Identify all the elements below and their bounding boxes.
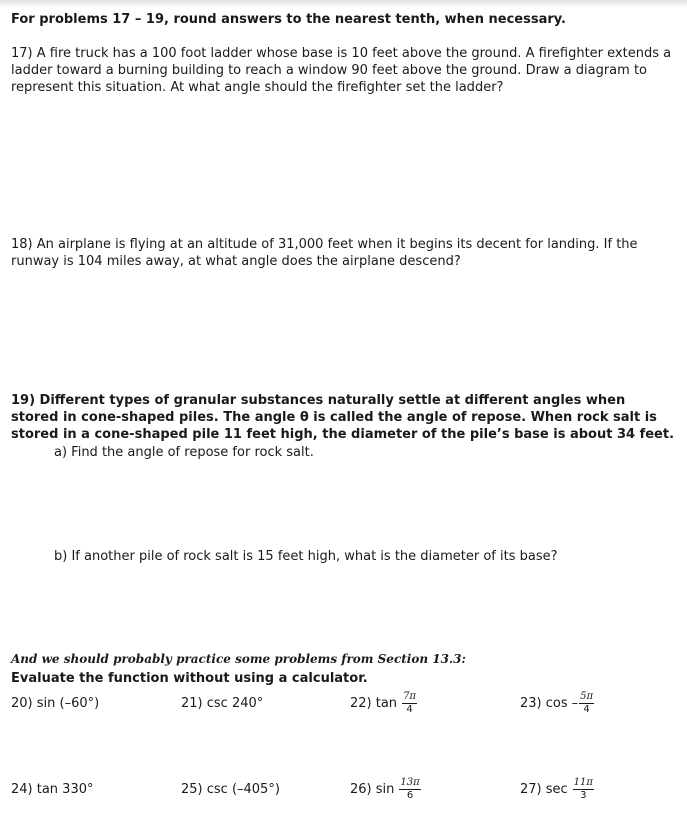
fraction-numerator: 5π [580,690,594,702]
problem-25-text: 25) csc (–405°) [181,781,280,797]
problem-26 [350,769,421,809]
problem-23-fraction [579,691,594,716]
problem-27 [520,769,594,809]
instructions-header: For problems 17 – 19, round answers to the nearest tenth, when necessary. [11,12,566,27]
problem-20 [11,683,99,723]
problem-18: 18) An airplane is flying at an altitude of 31,000 feet when it begins its decent for landing. If the runway is 104 miles away, at what angle does the airplane descend? [11,237,638,269]
fraction-denominator: 4 [583,703,590,715]
problem-24-text: 24) tan 330° [11,781,94,797]
problem-25 [181,769,280,809]
top-shadow [0,0,687,8]
fraction-denominator: 3 [580,789,587,801]
problem-26-label: 26) sin [350,781,395,797]
problem-20-text: 20) sin (–60°) [11,695,100,711]
problem-22-label: 22) tan [350,695,398,711]
problem-22 [350,683,417,723]
problem-24 [11,769,94,809]
problem-row-1 [11,683,675,723]
problem-22-fraction [402,691,417,716]
evaluate-instruction: Evaluate the function without using a calculator. [11,671,368,686]
problem-19a: a) Find the angle of repose for rock salt. [54,445,314,460]
problem-27-fraction [573,777,594,802]
fraction-denominator: 4 [406,703,413,715]
problem-23 [520,683,594,723]
problem-19: 19) Different types of granular substances naturally settle at different angles when stored in cone-shaped piles. The angle θ is called the angle of repose. When rock salt is stored in a cone-shaped pile 11 feet high, the diameter of the pile’s base is about 34 feet. [11,393,675,442]
problem-17: 17) A fire truck has a 100 foot ladder whose base is 10 feet above the ground. A firefighter extends a ladder toward a burning building to reach a window 90 feet above the ground. Draw a diagram to represent this situation. At what angle should the firefighter set the ladder? [11,46,672,95]
fraction-numerator: 7π [403,690,416,702]
problem-23-label: 23) cos [520,695,568,711]
negative-sign: – [571,695,579,711]
fraction-denominator: 6 [406,789,414,801]
fraction-numerator: 13π [400,776,420,788]
problem-21 [181,683,263,723]
problem-row-2 [11,769,675,809]
problem-19b: b) If another pile of rock salt is 15 feet high, what is the diameter of its base? [54,549,558,564]
problem-26-fraction [399,777,420,802]
section-note: And we should probably practice some problems from Section 13.3: [11,652,466,666]
problem-21-text: 21) csc 240° [181,695,264,711]
fraction-numerator: 11π [573,776,593,788]
problem-27-label: 27) sec [520,781,568,797]
